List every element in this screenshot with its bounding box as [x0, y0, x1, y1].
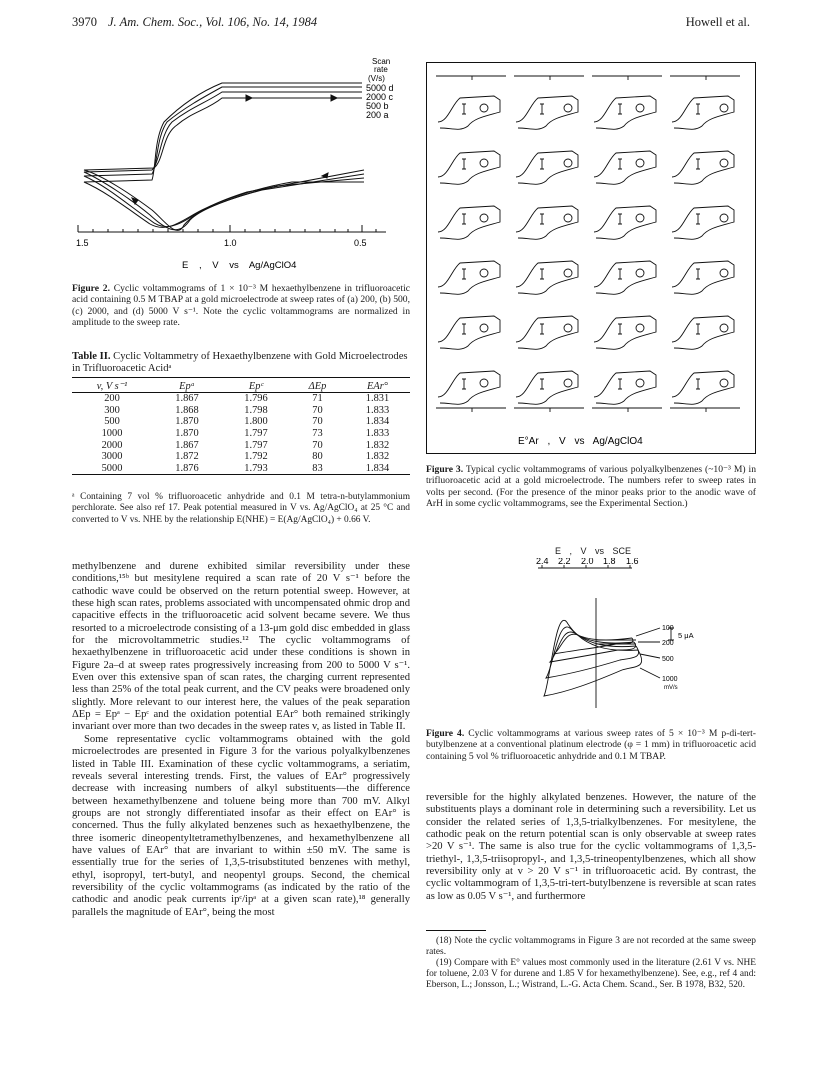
legend-title-1: Scan — [372, 57, 391, 66]
fig3-benzene-ring — [564, 214, 572, 222]
fig3-benzene-ring — [564, 159, 572, 167]
fig3-benzene-ring — [480, 159, 488, 167]
legend-title-2: rate — [374, 65, 388, 74]
legend-entry-d: 5000 d — [366, 83, 394, 93]
fig3-scale-bar — [436, 76, 506, 80]
fig3-current-scale — [696, 269, 700, 279]
table-row: 3000 1.872 1.792 80 1.832 — [101, 451, 390, 463]
fig3-current-scale — [462, 324, 466, 334]
fig3-voltammogram — [594, 206, 656, 239]
table-row: 1000 1.870 1.797 73 1.833 — [101, 428, 390, 440]
col-header: v, V s⁻¹ — [96, 381, 128, 392]
fig3-current-scale — [462, 104, 466, 114]
figure-3-caption: Figure 3. Typical cyclic voltammograms of various polyalkylbenzenes (~10⁻³ M) in trifluoroacetic acid at a gold microelectrode. The numbers refer to sweep rates in volts per second. (For the presence of the minor peaks prior to the anodic wave of ArH in some cyclic voltammograms, see the Experimental Section.) — [426, 464, 756, 510]
fig3-benzene-ring — [480, 269, 488, 277]
table-row: 2000 1.867 1.797 70 1.832 — [101, 439, 390, 451]
fig3-scale-bar — [592, 76, 662, 80]
fig3-benzene-ring — [636, 269, 644, 277]
running-authors: Howell et al. — [685, 15, 750, 29]
table-2-title: Table II. Cyclic Voltammetry of Hexaethylbenzene with Gold Microelectrodes in Trifluoroacetic Acidᵃ — [72, 351, 408, 375]
legend-title-3: (V/s) — [368, 74, 385, 83]
col-header: Epᵃ — [179, 380, 195, 392]
legend-entry-c: 2000 c — [366, 92, 394, 102]
fig3-voltammogram — [438, 96, 500, 129]
fig3-voltammogram — [672, 151, 734, 184]
paragraph: Some representative cyclic voltammograms obtained with the gold microelectrodes are presented in Figure 3 for the various polyalkylbenzenes listed in Table III. Examination of these cyclic voltammograms, a seriatim, reveals several interesting trends. First, the values of EAr° progressively decrease with increasing numbers of alkyl substituents—the difference between hexamethylbenzene and toluene being more than 700 mV. Alkyl groups are not strongly differentiated insofar as their effect on EAr° is concerned. Thus the fully alkylated benzenes such as hexaethylbenzene, the three isomeric dineopentyltetramethylbenzenes, and hexamethylbenzene all have values of EAr° that are invariant to within ±50 mV. The same is essentially true for the series of 1,3,5-trisubstituted benzenes with methyl, ethyl, isopropyl, tert-butyl, and neopentyl groups. Second, the chemical reversibility of the cyclic voltammograms (as indicated by the ratio of the cathodic and anodic peak currents ipᶜ/ipᵃ at a given scan rate),¹⁸ generally parallels the magnitude of EAr°, being the most — [72, 733, 410, 918]
tick-label-1-0: 1.0 — [224, 238, 237, 248]
paragraph: methylbenzene and durene exhibited similar reversibility under these conditions,¹⁵ᵇ but mesitylene required a scan rate of 20 V s⁻¹ before the cathodic wave could be observed on the return potential sweep. However, at these high scan rates, problems associated with uncompensated ohmic drop and capacitive effects in the trifluoroacetic acid solvent became severe. We thus resorted to a microelectrode consisting of a 13-μm gold disc embedded in glass for the microvoltammetric studies.¹² The cyclic voltammograms of hexaethylbenzene in trifluoroacetic acid under these conditions is shown in Figure 2a–d at sweep rates progressively increasing from 200 to 5000 V s⁻¹. Even over this extensive span of scan rates, the charging current represented less than 25% of the total peak current, and the CV peaks were broadened only slightly. More relevant to our interest here, the values of the peak separation ΔEp = Epᵃ − Epᶜ and the oxidation potential EAr° both remained strikingly invariant over more than two decades in the sweep rates v, as listed in Table II. — [72, 561, 410, 733]
rate-label-100: 100 — [662, 625, 674, 632]
fig3-benzene-ring — [564, 104, 572, 112]
fig3-benzene-ring — [564, 269, 572, 277]
fig3-benzene-ring — [636, 379, 644, 387]
fig3-benzene-ring — [636, 104, 644, 112]
fig3-current-scale — [618, 159, 622, 169]
table-2-footnote: ᵃ Containing 7 vol % trifluoroacetic anhydride and 0.1 M tetra-n-butylammonium perchlorate. See also ref 17. Peak potential measured in V vs. Ag/AgClO₄ at 25 °C and converted to V vs. NHE by the relationship E(NHE) = E(Ag/AgClO₄) + 0.66 V. — [72, 492, 410, 525]
paragraph: reversible for the highly alkylated benzenes. However, the nature of the substituents plays a dominant role in determining such a reversibility. Let us consider the related series of 1,3,5-trialkylbenzenes. For mesitylene, the cathodic peak on the return potential scan is only observable at sweep rates >20 V s⁻¹. The same is also true for the cyclic voltammograms of 1,3,5-triethyl-, 1,3,5-triisopropyl-, and 1,3,5-trineopentylbenzenes, which all show reversibility only at v > 20 V s⁻¹ in trifluoroacetic acid. By contrast, the cyclic voltammogram of 1,3,5-tri-tert-butylbenzene is reversible at scan rates as low as 0.05 V s⁻¹, and furthermore — [426, 792, 756, 902]
fig3-voltammogram — [672, 316, 734, 349]
table-row: 300 1.868 1.798 70 1.833 — [104, 404, 390, 416]
footnote-19: (19) Compare with E° values most commonly used in the literature (2.61 V vs. NHE for toluene, 2.03 V for durene and 1.85 V for hexamethylbenzene). See, e.g., ref 4 and: Eberson, L.; Jonsson, L.; Wistrand, L.-G. Acta Chem. Scand., Ser. B 1978, B32, 520. — [426, 958, 756, 990]
fig3-benzene-ring — [720, 214, 728, 222]
cv-curve-c — [84, 87, 364, 227]
footnote-rule — [426, 930, 486, 931]
col-header: EAr° — [367, 380, 388, 392]
fig3-voltammogram — [672, 261, 734, 294]
left-body-text — [72, 561, 410, 919]
fig3-current-scale — [696, 379, 700, 389]
fig3-current-scale — [540, 379, 544, 389]
fig3-current-scale — [618, 214, 622, 224]
fig3-voltammogram — [672, 206, 734, 239]
journal-title: J. Am. Chem. Soc., Vol. 106, No. 14, 1984 — [108, 15, 318, 29]
cv-500 — [546, 627, 639, 678]
fig3-voltammogram — [516, 206, 578, 239]
fig3-voltammogram — [438, 316, 500, 349]
rate-label-500: 500 — [662, 656, 674, 663]
fig3-voltammogram — [516, 371, 578, 404]
fig3-voltammogram — [516, 151, 578, 184]
fig3-current-scale — [462, 159, 466, 169]
figure-3-grid — [430, 70, 752, 450]
fig3-voltammogram — [672, 371, 734, 404]
figure-4-plot — [536, 558, 706, 720]
table-2 — [72, 380, 410, 475]
fig4-tick: 1.6 — [626, 558, 639, 566]
fig3-current-scale — [540, 269, 544, 279]
table-header-row — [72, 380, 410, 393]
fig3-voltammogram — [516, 316, 578, 349]
figure-2-caption: Figure 2. Cyclic voltammograms of 1 × 10⁻³ M hexaethylbenzene in trifluoroacetic acid containing 0.5 M TBAP at a gold microelectrode at sweep rates of (a) 200, (b) 500, (c) 2000, and (d) 5000 V s⁻¹. Note the cyclic voltammograms are normalized in amplitude to the sweep rate. — [72, 283, 410, 329]
fig3-voltammogram — [594, 261, 656, 294]
fig3-voltammogram — [594, 316, 656, 349]
current-scale-label: 5 μA — [678, 631, 694, 640]
fig3-benzene-ring — [720, 324, 728, 332]
fig3-voltammogram — [438, 261, 500, 294]
fig3-current-scale — [618, 104, 622, 114]
fig3-benzene-ring — [480, 324, 488, 332]
page-number: 3970 — [72, 15, 97, 29]
right-body-text — [426, 792, 756, 903]
fig4-tick: 2.4 — [536, 558, 549, 566]
fig3-voltammogram — [438, 206, 500, 239]
fig3-voltammogram — [516, 261, 578, 294]
tick-label-1-5: 1.5 — [76, 238, 89, 248]
tick-label-0-5: 0.5 — [354, 238, 367, 248]
fig3-benzene-ring — [636, 214, 644, 222]
col-header: ΔEp — [308, 380, 327, 392]
fig3-current-scale — [696, 324, 700, 334]
table-row: 500 1.870 1.800 70 1.834 — [104, 416, 390, 428]
fig3-voltammogram — [438, 151, 500, 184]
fig3-scale-bar — [514, 408, 584, 412]
rate-unit: mV/s — [664, 685, 678, 691]
fig3-current-scale — [462, 214, 466, 224]
fig3-scale-bar — [514, 76, 584, 80]
fig3-voltammogram — [438, 371, 500, 404]
footnote-18: (18) Note the cyclic voltammograms in Figure 3 are not recorded at the same sweep rates. — [426, 936, 756, 957]
fig3-scale-bar — [592, 408, 662, 412]
figure-4-axis-title: E , V vs SCE — [555, 546, 632, 556]
fig3-benzene-ring — [720, 379, 728, 387]
fig3-scale-bar — [670, 76, 740, 80]
fig3-benzene-ring — [480, 379, 488, 387]
legend-entry-b: 500 b — [366, 101, 389, 111]
fig3-benzene-ring — [480, 104, 488, 112]
fig3-current-scale — [696, 104, 700, 114]
fig4-tick: 1.8 — [603, 558, 616, 566]
legend-entry-a: 200 a — [366, 110, 389, 120]
fig3-scale-bar — [436, 408, 506, 412]
figure-2-plot — [72, 50, 410, 280]
cv-curve-d — [84, 83, 364, 227]
cv-1000 — [544, 620, 642, 696]
fig3-benzene-ring — [636, 324, 644, 332]
fig3-current-scale — [540, 324, 544, 334]
fig3-benzene-ring — [720, 104, 728, 112]
fig3-voltammogram — [594, 371, 656, 404]
fig3-voltammogram — [594, 151, 656, 184]
figure-4-caption: Figure 4. Cyclic voltammograms at various sweep rates of 5 × 10⁻³ M p-di-tert-butylbenzene at a conventional platinum electrode (φ = 1 mm) in trifluoroacetic acid containing 5 vol % trifluoroacetic anhydride and 0.1 M TBAP. — [426, 728, 756, 762]
fig3-current-scale — [540, 159, 544, 169]
table-2-rule-top — [72, 377, 410, 378]
fig3-current-scale — [462, 269, 466, 279]
fig3-current-scale — [618, 324, 622, 334]
fig3-current-scale — [618, 269, 622, 279]
x-axis-label: E , V vs Ag/AgClO4 — [182, 260, 297, 271]
table-row: 5000 1.876 1.793 83 1.834 — [72, 463, 410, 475]
fig3-current-scale — [540, 104, 544, 114]
fig3-current-scale — [696, 214, 700, 224]
table-row: 200 1.867 1.796 71 1.831 — [104, 393, 390, 405]
fig3-voltammogram — [516, 96, 578, 129]
fig3-voltammogram — [672, 96, 734, 129]
fig3-current-scale — [618, 379, 622, 389]
fig3-benzene-ring — [636, 159, 644, 167]
fig3-benzene-ring — [720, 159, 728, 167]
fig3-benzene-ring — [564, 324, 572, 332]
fig3-scale-bar — [670, 408, 740, 412]
cv-curve-a — [84, 98, 364, 230]
fig3-benzene-ring — [720, 269, 728, 277]
fig4-tick: 2.0 — [581, 558, 594, 566]
fig3-voltammogram — [594, 96, 656, 129]
fig3-current-scale — [462, 379, 466, 389]
cv-curve-b — [84, 92, 364, 230]
fig3-benzene-ring — [480, 214, 488, 222]
fig3-benzene-ring — [564, 379, 572, 387]
figure-3-axis-label: E°Ar , V vs Ag/AgClO4 — [518, 436, 643, 447]
fig4-tick: 2.2 — [558, 558, 571, 566]
footnotes — [426, 936, 756, 991]
rate-label-200: 200 — [662, 640, 674, 647]
fig3-current-scale — [540, 214, 544, 224]
col-header: Epᶜ — [248, 380, 264, 392]
rate-label-1000: 1000 — [662, 676, 678, 683]
fig3-current-scale — [696, 159, 700, 169]
